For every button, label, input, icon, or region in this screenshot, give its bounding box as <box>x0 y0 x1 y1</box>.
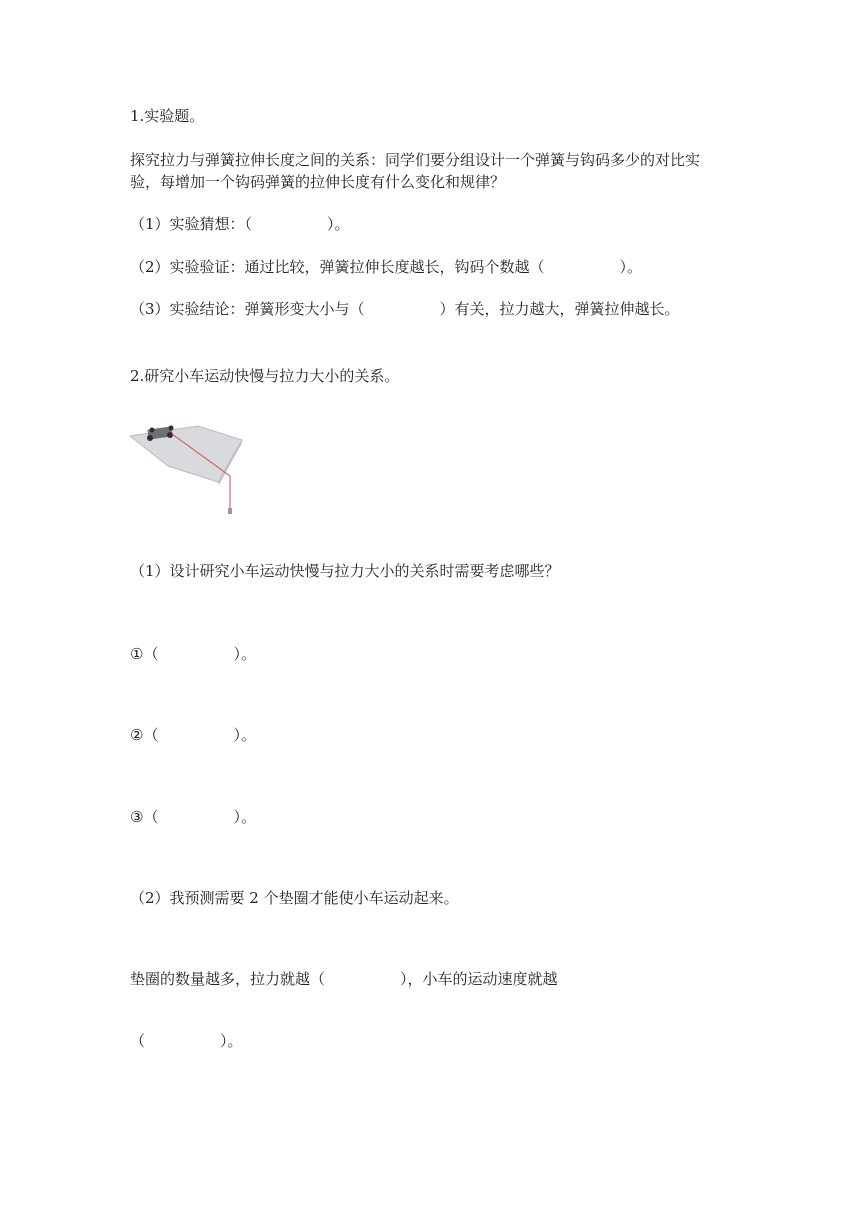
q2-predict: （2）我预测需要 2 个垫圈才能使小车运动起来。 <box>130 889 459 907</box>
q1-intro: 探究拉力与弹簧拉伸长度之间的关系：同学们要分组设计一个弹簧与钩码多少的对比实验，每增加一个钩码弹簧的拉伸长度有什么变化和规律？ <box>130 151 701 191</box>
cart-wheel <box>167 432 173 438</box>
cart-wheel <box>169 426 174 431</box>
q2-item-3: ③（ ）。 <box>130 808 256 826</box>
q2-washer-sentence: 垫圈的数量越多，拉力就越（ ），小车的运动速度就越 <box>130 970 558 988</box>
q2-title: 2.研究小车运动快慢与拉力大小的关系。 <box>130 367 400 385</box>
q1-guess: （1）实验猜想：（ ）。 <box>130 215 350 233</box>
washer-weight <box>228 508 232 514</box>
q2-item-1: ①（ ）。 <box>130 645 256 663</box>
cart-wheel <box>147 435 153 441</box>
q1-conclusion: （3）实验结论：弹簧形变大小与（ ）有关，拉力越大，弹簧拉伸越长。 <box>130 300 680 318</box>
q2-consider: （1）设计研究小车运动快慢与拉力大小的关系时需要考虑哪些？ <box>130 562 560 580</box>
q1-verify: （2）实验验证：通过比较，弹簧拉伸长度越长，钩码个数越（ ）。 <box>130 258 643 276</box>
q1-title: 1.实验题。 <box>130 107 205 125</box>
q2-item-2: ②（ ）。 <box>130 726 256 744</box>
cart-wheel <box>150 428 155 433</box>
q2-washer-blank: （ ）。 <box>130 1032 243 1050</box>
cart-experiment-figure <box>128 420 244 520</box>
